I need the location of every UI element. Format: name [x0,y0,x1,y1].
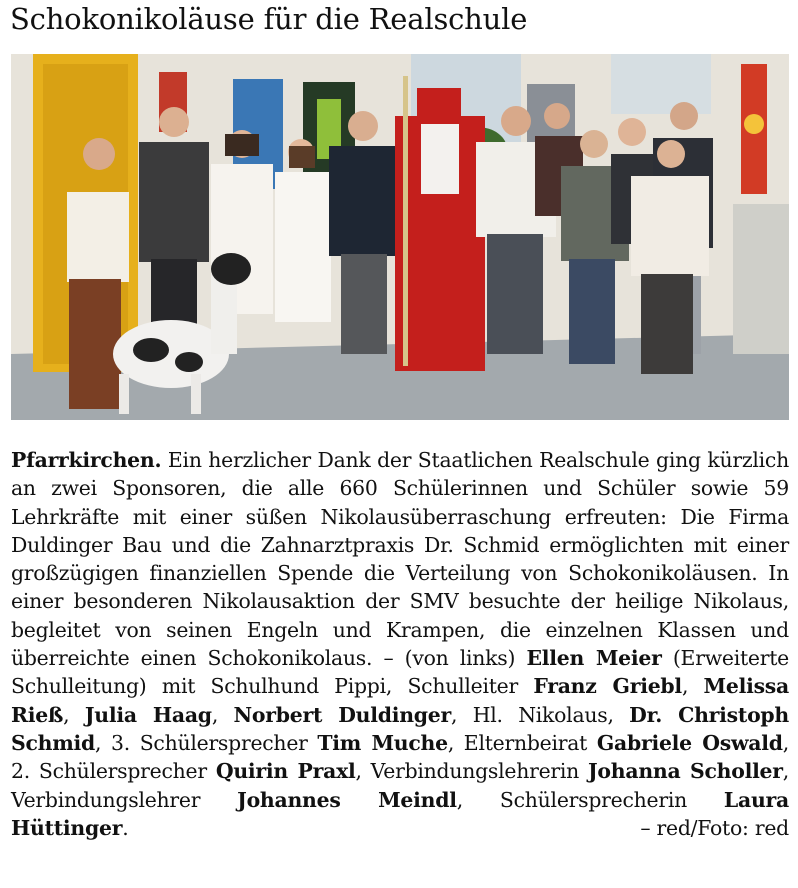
person-name: Melissa Rieß [11,674,789,727]
article-text: , Elternbeirat [447,730,597,755]
person-name: Dr. Christoph Schmid [11,702,790,755]
article-text: , [63,702,85,727]
article-text: , 2. Schülersprecher [11,730,789,784]
group-photo [11,54,789,420]
article-text: , Verbindungslehrer [11,759,790,812]
person-name: Laura Hüttinger [11,787,789,840]
photo-painting-sun [744,114,764,134]
person-name: Franz Griebl [533,674,682,699]
person-name: Gabriele Oswald [596,730,783,755]
article-text: , 3. Schülersprecher [95,730,318,755]
person-name: Norbert Duldinger [233,702,452,727]
article-text: . [122,815,129,840]
headline: Schokonikoläuse für die Realschule [10,2,528,36]
person-name: Ellen Meier [526,646,662,671]
dateline: Pfarrkirchen. [11,448,162,472]
article-text: (Erweiterte Schulleitung) mit Schulhund Pippi, Schulleiter [11,646,789,699]
person-name: Tim Muche [317,730,448,755]
person-name: Johannes Meindl [237,787,457,812]
photo-credit: – red/Foto: red [640,815,789,840]
article-text: , Verbindungslehrerin [355,759,589,784]
article-text: , [211,702,234,727]
person-name: Quirin Praxl [215,759,356,784]
article-text: , Hl. Nikolaus, [451,702,630,727]
photo-window [611,54,711,114]
person-name: Johanna Scholler [588,759,783,784]
article-body [11,446,789,842]
person-name: Julia Haag [84,702,212,727]
photo-shelf [733,204,789,354]
article-text: , [681,674,704,699]
group-photo-illustration [11,54,789,420]
article-text: , Schülersprecherin [456,787,724,812]
article-text: Ein herzlicher Dank der Staatlichen Realschule ging kürzlich an zwei Sponsoren, die alle 660 Schülerinnen und Schüler sowie 59 Lehrkräfte mit einer süßen Nikolausüberraschung erfreuten: Die Firma Duldinger Bau und die Zahnarztpraxis Dr. Schmid ermöglichten mit einer großzügigen finanziellen Spende die Verteilung von Schokonikoläusen. In einer besonderen Nikolausaktion der SMV besuchte der heilige Nikolaus, begleitet von seinen Engeln und Krampen, die einzelnen Klassen und überreichte einen Schokonikolaus. – (von links) [11,448,789,671]
